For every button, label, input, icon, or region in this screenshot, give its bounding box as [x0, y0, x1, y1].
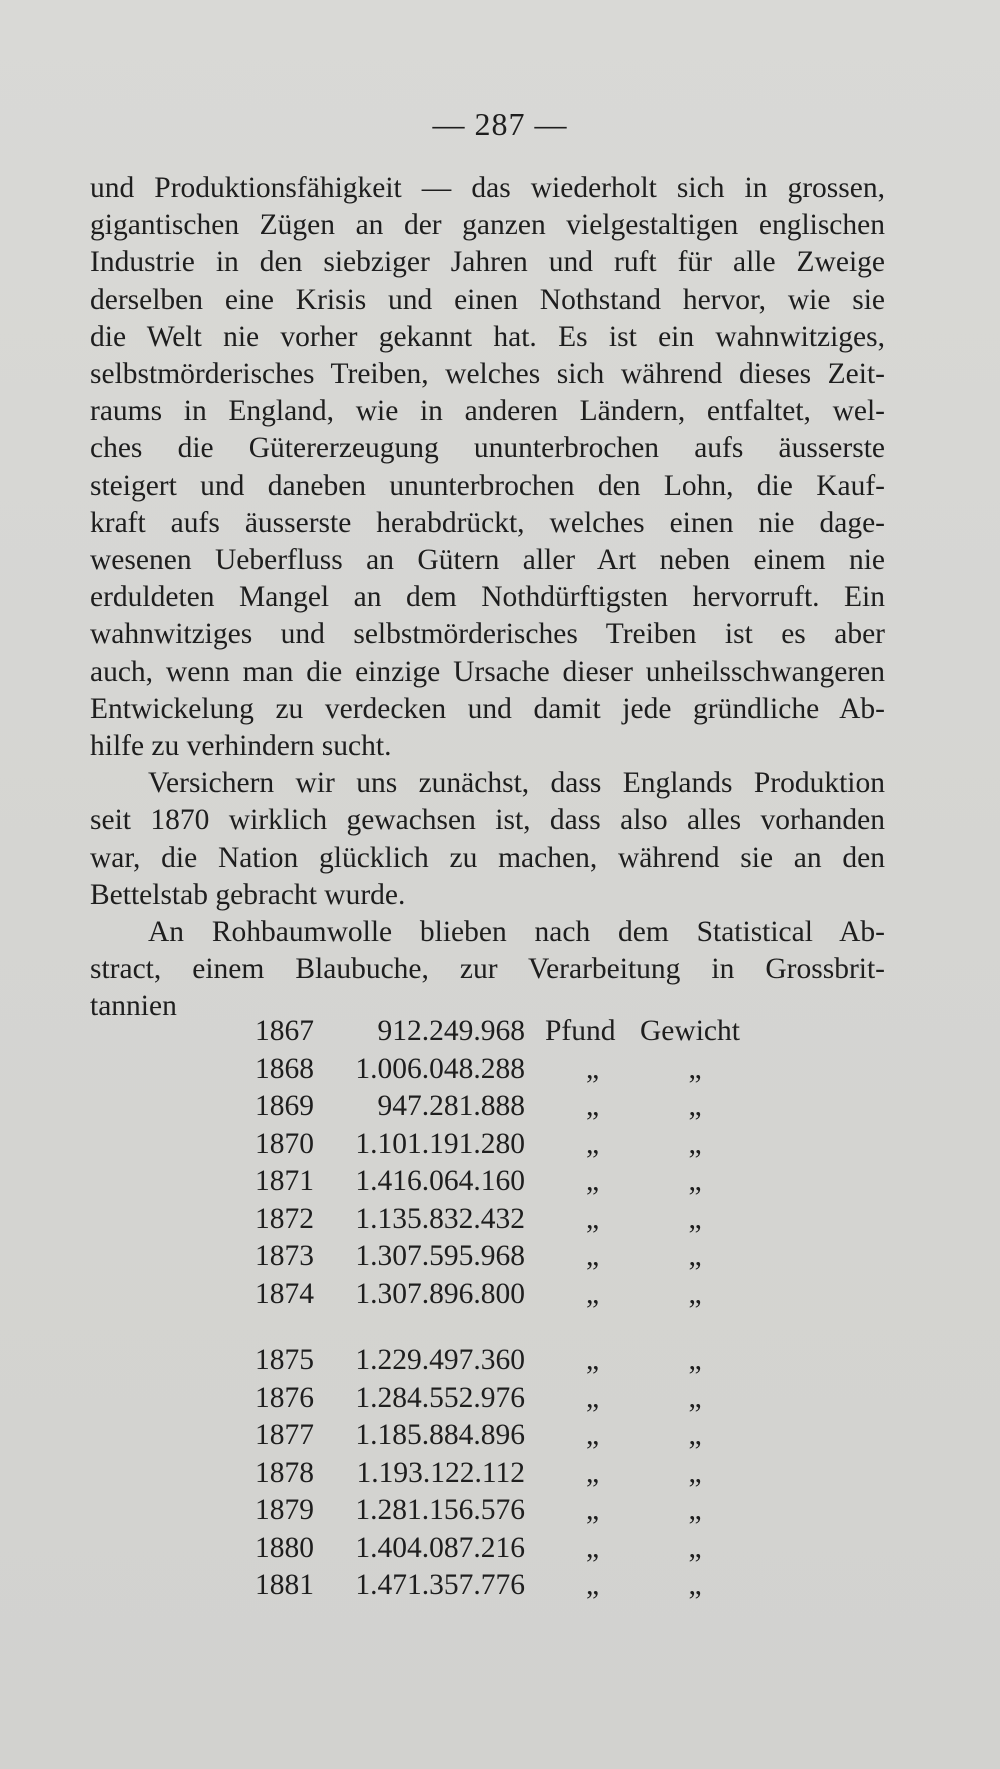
year-cell: 1872: [255, 1202, 314, 1235]
weight-cell: Gewicht: [640, 1015, 740, 1047]
ditto-mark: „: [688, 1569, 702, 1601]
ditto-mark: „: [688, 1531, 702, 1564]
amount-cell: 1.307.896.800: [355, 1277, 525, 1310]
ditto-mark: „: [585, 1277, 600, 1310]
ditto-mark: „: [585, 1494, 600, 1526]
ditto-mark: „: [585, 1052, 600, 1085]
text-line: derselben eine Krisis und einen Nothstand hervor, wie sie: [90, 283, 885, 316]
ditto-mark: „: [688, 1419, 702, 1451]
year-cell: 1875: [255, 1344, 314, 1376]
text-line: hilfe zu verhindern sucht.: [90, 730, 392, 763]
table-row: [255, 1276, 750, 1314]
table-row: [255, 1088, 750, 1126]
table-row: [255, 1051, 750, 1089]
table-row: [255, 1126, 750, 1164]
year-cell: 1868: [255, 1052, 314, 1085]
year-cell: 1869: [255, 1090, 314, 1122]
amount-cell: 1.307.595.968: [355, 1240, 525, 1272]
ditto-mark: „: [688, 1090, 702, 1122]
table-row: [255, 1380, 750, 1418]
amount-cell: 947.281.888: [377, 1090, 525, 1122]
ditto-mark: „: [688, 1240, 702, 1272]
amount-cell: 1.404.087.216: [355, 1531, 525, 1564]
amount-cell: 912.249.968: [377, 1015, 525, 1047]
text-line: Industrie in den siebziger Jahren und ruft für alle Zweige: [90, 246, 885, 279]
amount-cell: 1.135.832.432: [355, 1202, 525, 1235]
amount-cell: 1.281.156.576: [355, 1494, 525, 1526]
table-gap: [255, 1313, 750, 1342]
ditto-mark: „: [688, 1494, 702, 1526]
text-line: raums in England, wie in anderen Ländern, entfaltet, wel-: [90, 395, 885, 428]
text-line: wahnwitziges und selbstmörderisches Treiben ist es aber: [90, 618, 885, 651]
ditto-mark: „: [585, 1569, 600, 1601]
year-cell: 1874: [255, 1277, 314, 1310]
text-line: kraft aufs äusserste herabdrückt, welches einen nie dage-: [90, 506, 885, 539]
ditto-mark: „: [688, 1381, 702, 1414]
text-line: und Produktionsfähigkeit — das wiederholt sich in grossen,: [90, 172, 885, 204]
year-cell: 1873: [255, 1240, 314, 1272]
ditto-mark: „: [688, 1344, 702, 1376]
year-cell: 1880: [255, 1531, 314, 1564]
ditto-mark: „: [585, 1090, 600, 1122]
table-row: [255, 1455, 750, 1493]
year-cell: 1870: [255, 1127, 314, 1160]
ditto-mark: „: [585, 1344, 600, 1376]
ditto-mark: „: [688, 1127, 702, 1160]
ditto-mark: „: [585, 1531, 600, 1564]
text-line: war, die Nation glücklich zu machen, während sie an den: [90, 841, 885, 874]
text-line: tannien: [90, 990, 177, 1023]
text-line: seit 1870 wirklich gewachsen ist, dass also alles vorhanden: [90, 804, 885, 837]
text-line: selbstmörderisches Treiben, welches sich während dieses Zeit-: [90, 358, 885, 391]
body-paragraphs: [90, 170, 885, 1026]
table-row: [255, 1417, 750, 1455]
amount-cell: 1.416.064.160: [355, 1165, 525, 1197]
text-line: stract, einem Blaubuche, zur Verarbeitung in Grossbrit-: [90, 953, 885, 986]
ditto-mark: „: [585, 1419, 600, 1451]
ditto-mark: „: [585, 1456, 600, 1489]
amount-cell: 1.284.552.976: [355, 1381, 525, 1414]
text-line: ches die Gütererzeugung ununterbrochen aufs äusserste: [90, 432, 885, 465]
text-line: gigantischen Zügen an der ganzen vielgestaltigen englischen: [90, 209, 885, 242]
amount-cell: 1.229.497.360: [355, 1344, 525, 1376]
text-line: Entwickelung zu verdecken und damit jede gründliche Ab-: [90, 692, 885, 725]
amount-cell: 1.185.884.896: [355, 1419, 525, 1451]
text-line: auch, wenn man die einzige Ursache dieser unheilsschwangeren: [90, 655, 885, 688]
year-cell: 1881: [255, 1569, 314, 1601]
text-line: Versichern wir uns zunächst, dass Englands Produktion: [148, 767, 885, 800]
ditto-mark: „: [688, 1456, 702, 1489]
cotton-table: [255, 1013, 750, 1605]
amount-cell: 1.006.048.288: [355, 1052, 525, 1085]
amount-cell: 1.193.122.112: [356, 1456, 525, 1489]
text-line: An Rohbaumwolle blieben nach dem Statistical Ab-: [148, 916, 885, 949]
amount-cell: 1.471.357.776: [355, 1569, 525, 1601]
table-row: [255, 1201, 750, 1239]
year-cell: 1867: [255, 1015, 314, 1047]
ditto-mark: „: [688, 1052, 702, 1085]
table-row: [255, 1492, 750, 1530]
ditto-mark: „: [688, 1165, 702, 1197]
ditto-mark: „: [688, 1277, 702, 1310]
year-cell: 1879: [255, 1494, 314, 1526]
text-line: wesenen Ueberfluss an Gütern aller Art neben einem nie: [90, 544, 885, 577]
year-cell: 1877: [255, 1419, 314, 1451]
year-cell: 1871: [255, 1165, 314, 1197]
page-number: — 287 —: [432, 106, 568, 142]
table-row: [255, 1013, 750, 1051]
ditto-mark: „: [585, 1381, 600, 1414]
text-line: Bettelstab gebracht wurde.: [90, 878, 406, 911]
table-row: [255, 1530, 750, 1568]
ditto-mark: „: [585, 1165, 600, 1197]
text-line: die Welt nie vorher gekannt hat. Es ist ein wahnwitziges,: [90, 320, 885, 353]
amount-cell: 1.101.191.280: [355, 1127, 525, 1160]
table-row: [255, 1567, 750, 1605]
ditto-mark: „: [585, 1127, 600, 1160]
text-line: erduldeten Mangel an dem Nothdürftigsten hervorruft. Ein: [90, 581, 885, 614]
table-row: [255, 1342, 750, 1380]
table-row: [255, 1163, 750, 1201]
ditto-mark: „: [585, 1202, 600, 1235]
year-cell: 1876: [255, 1381, 314, 1414]
year-cell: 1878: [255, 1456, 314, 1489]
ditto-mark: „: [585, 1240, 600, 1272]
unit-cell: Pfund: [545, 1015, 616, 1047]
ditto-mark: „: [688, 1202, 702, 1235]
table-row: [255, 1238, 750, 1276]
text-line: steigert und daneben ununterbrochen den Lohn, die Kauf-: [90, 469, 885, 502]
